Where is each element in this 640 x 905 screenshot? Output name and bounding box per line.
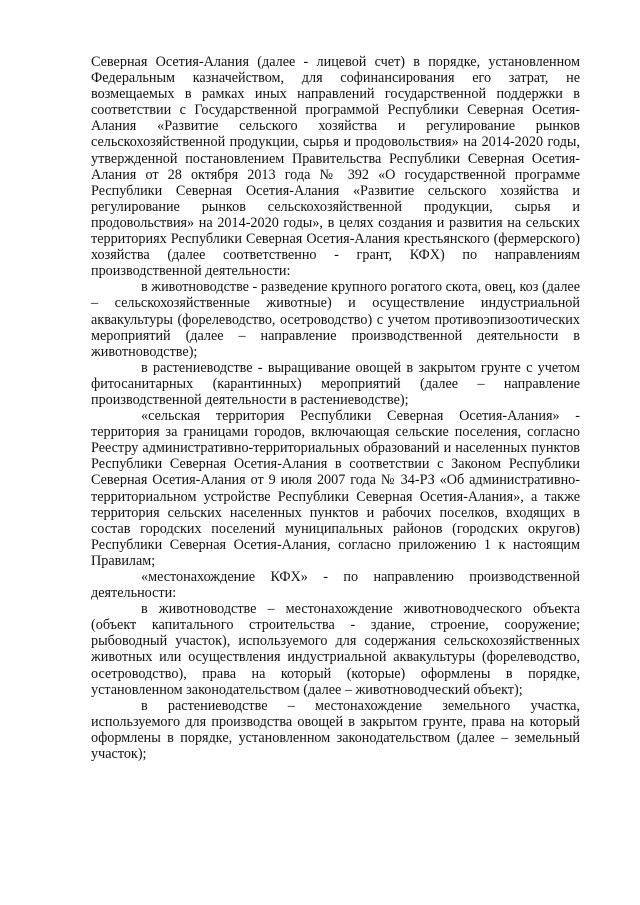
paragraph-intro: Северная Осетия-Алания (далее - лицевой счет) в порядке, установленном Федеральным казначейством, для софинансирования его затрат, не возмещаемых в рамках иных направлений государственной поддержки в соответствии с Государственной программой Республики Северная Осетия-Алания «Развитие сельского хозяйства и регулирование рынков сельскохозяйственной продукции, сырья и продовольствия» на 2014-2020 годы, утвержденной постановлением Правительства Республики Северная Осетия-Алания от 28 октября 2013 года № 392 «О государственной программе Республики Северная Осетия-Алания «Развитие сельского хозяйства и регулирование рынков сельскохозяйственной продукции, сырья и продовольствия» на 2014-2020 годы», в целях создания и развития на сельских территориях Республики Северная Осетия-Алания крестьянского (фермерского) хозяйства (далее соответственно - грант, КФХ) по направлениям производственной деятельности: [91,54,580,280]
paragraph-kfh-location-definition: «местонахождение КФХ» - по направлению производственной деятельности: [91,569,580,602]
paragraph-rural-territory-definition: «сельская территория Республики Северная Осетия-Алания» - территория за границами городов, включающая сельские поселения, согласно Реестру административно-территориальных образований и населенных пунктов Республики Северная Осетия-Алания в соответствии с Законом Республики Северная Осетия-Алания от 9 июля 2007 года № 34-РЗ «Об административно-территориальном устройстве Республики Северная Осетия-Алания», а также территория сельских населенных пунктов и рабочих поселков, входящих в состав городских поселений муниципальных районов (городских округов) Республики Северная Осетия-Алания, согласно приложению 1 к настоящим Правилам; [91,408,580,569]
paragraph-livestock-location: в животноводстве – местонахождение животноводческого объекта (объект капитального строительства - здание, строение, сооружение; рыбоводный участок), используемого для содержания сельскохозяйственных животных или осуществления индустриальной аквакультуры (форелеводство, осетроводство), права на который (которые) оформлены в порядке, установленном законодательством (далее – животноводческий объект); [91,601,580,698]
paragraph-livestock-direction: в животноводстве - разведение крупного рогатого скота, овец, коз (далее – сельскохозяйственные животные) и осуществление индустриальной аквакультуры (форелеводство, осетроводство) с учетом противоэпизоотических мероприятий (далее – направление производственной деятельности в животноводстве); [91,279,580,360]
paragraph-crop-location: в растениеводстве – местонахождение земельного участка, используемого для производства овощей в закрытом грунте, права на который оформлены в порядке, установленном законодательством (далее – земельный участок); [91,697,580,763]
document-body [91,54,580,762]
paragraph-crop-direction: в растениеводстве - выращивание овощей в закрытом грунте с учетом фитосанитарных (карантинных) мероприятий (далее – направление производственной деятельности в растениеводстве); [91,359,580,408]
